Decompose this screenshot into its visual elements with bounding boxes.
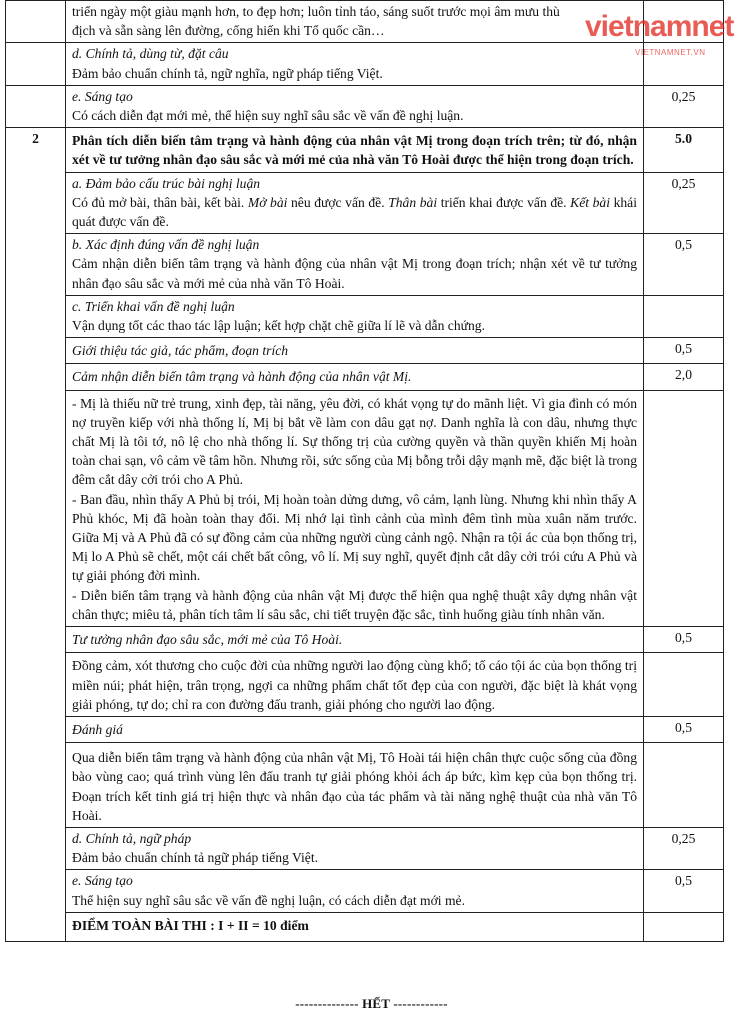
criterion-title: c. Triển khai vấn đề nghị luận [72,298,235,314]
score-cell: 0,5 [644,627,724,653]
question-score: 5.0 [644,128,724,172]
table-row [6,295,724,337]
criterion-text: Thể hiện suy nghĩ sâu sắc về vấn đề nghị luận, có cách diễn đạt mới mẻ. [72,892,465,908]
criterion-title: b. Xác định đúng vấn đề nghị luận [72,237,260,253]
table-row [6,627,724,653]
criterion-text: Đồng cảm, xót thương cho cuộc đời của những người lao động cùng khổ; tố cáo tội ác của bọn thống trị miền núi; phát hiện, trân trọng, ngợi ca những phẩm chất tốt đẹp của con người, đặc biệt là khát vọng giải phóng, tự do; chỉ ra con đường đấu tranh, giải phóng cho người lao động. [66,653,644,717]
criterion-title: e. Sáng tạo [72,873,133,889]
criterion-text: Có cách diễn đạt mới mẻ, thể hiện suy nghĩ sâu sắc về vấn đề nghị luận. [72,108,464,124]
criterion-title: Tư tưởng nhân đạo sâu sắc, mới mẻ của Tô Hoài. [66,627,644,653]
score-cell: 0,25 [644,827,724,869]
criterion-title: d. Chính tả, dùng từ, đặt câu [72,46,229,62]
watermark-url: VIETNAMNET.VN [635,48,706,57]
table-row [6,234,724,296]
answer-key-sheet [5,0,723,942]
score-cell: 0,25 [644,172,724,234]
criterion-text: Vận dụng tốt các thao tác lập luận; kết hợp chặt chẽ giữa lí lẽ và dẫn chứng. [72,318,485,334]
criterion-title: e. Sáng tạo [72,88,133,104]
vietnamnet-watermark [585,10,735,66]
table-row [6,338,724,364]
score-cell: 0,5 [644,338,724,364]
criterion-text: Qua diễn biến tâm trạng và hành động của nhân vật Mị, Tô Hoài tái hiện chân thực cuộc sống của đồng bào vùng cao; quá trình vùng lên đấu tranh tự giải phóng khỏi ách áp bức, kìm kẹp của bọn thống trị. Đoạn trích kết tinh giá trị hiện thực và nhân đạo của tác phẩm và tài năng nghệ thuật của nhà văn Tô Hoài. [66,743,644,828]
table-row [6,827,724,869]
table-row [6,390,724,626]
criterion-text: Đảm bảo chuẩn chính tả ngữ pháp tiếng Việt. [72,850,319,866]
criterion-title: Cảm nhận diễn biến tâm trạng và hành động của nhân vật Mị. [66,364,644,390]
question-number: 2 [6,128,66,942]
table-row [6,870,724,912]
criterion-text: Cảm nhận diễn biến tâm trạng và hành động của nhân vật Mị trong đoạn trích; nhận xét về tư tưởng nhân đạo sâu sắc và mới mẻ của nhà văn Tô Hoài. [72,256,637,291]
table-row [6,653,724,717]
score-cell: 0,5 [644,234,724,296]
score-cell: 0,5 [644,870,724,912]
criterion-title: a. Đảm bảo cấu trúc bài nghị luận [72,175,261,191]
question-prompt: Phân tích diễn biến tâm trạng và hành động của nhân vật Mị trong đoạn trích trên; từ đó, nhận xét về tư tưởng nhân đạo sâu sắc và mới mẻ của nhà văn Tô Hoài được thể hiện trong đoạn trích. [66,128,644,172]
table-row [6,912,724,941]
end-marker: -------------- HẾT ------------ [295,996,448,1011]
score-cell: 2,0 [644,364,724,390]
criterion-title: Giới thiệu tác giả, tác phẩm, đoạn trích [66,338,644,364]
table-row [6,716,724,742]
table-row [6,364,724,390]
table-row [6,128,724,172]
scoring-table [5,0,724,942]
watermark-brand: vietnamnet [585,10,734,43]
score-cell: 0,5 [644,716,724,742]
score-cell: 0,25 [644,85,724,127]
table-row [6,85,724,127]
total-score: ĐIỂM TOÀN BÀI THI : I + II = 10 điểm [66,912,644,941]
continuation-text: triển ngày một giàu mạnh hơn, to đẹp hơn; luôn tỉnh táo, sáng suốt trước mọi âm mưu thù địch và sẵn sàng lên đường, cống hiến khi Tổ quốc cần… [66,1,644,43]
criterion-title: d. Chính tả, ngữ pháp [72,830,192,846]
analysis-text: - Mị là thiếu nữ trẻ trung, xinh đẹp, tài năng, yêu đời, có khát vọng tự do mãnh liệt. Vì gia đình có món nợ truyền kiếp với nhà thống lí, Mị bị bắt về làm con dâu gạt nợ. Danh nghĩa là con dâu, nhưng thực chất Mị là tôi tớ, nô lệ cho nhà thống lí. Sự thống trị của cường quyền và thần quyền khiến Mị hoàn toàn chai sạn, vô cảm về tâm hồn. Nhưng rồi, sức sống của Mị bỗng trỗi dậy mạnh mẽ, đặc biệt là trong đêm cắt dây cởi trói cho A Phủ. - Ban đầu, nhìn thấy A Phủ bị trói, Mị hoàn toàn dửng dưng, vô cảm, lạnh lùng. Nhưng khi nhìn thấy A Phủ khóc, Mị đã hoàn toàn thay đổi. Mị nhớ lại tình cảnh của mình đêm tình mùa xuân năm trước. Giữa Mị và A Phủ đã có sự đồng cảm của những người cùng cảnh ngộ. Nhận ra tội ác của bọn thống trị, Mị lo A Phủ sẽ chết, một cái chết bất công, vô lí. Mị suy nghĩ, quyết định cắt dây cởi trói cứu A Phủ và tự giải phóng đời mình. - Diễn biến tâm trạng và hành động của nhân vật Mị được thể hiện qua nghệ thuật xây dựng nhân vật chân thực; miêu tả, phân tích tâm lí sâu sắc, chi tiết truyện đặc sắc, tình huống giàu tính nhân văn. [66,390,644,626]
criterion-title: Đánh giá [66,716,644,742]
table-row: a. Đảm bảo cấu trúc bài nghị luận Có đủ mở bài, thân bài, kết bài. Mở bài nêu được vấn đề. Thân bài triển khai được vấn đề. Kết bài khái quát được vấn đề. 0,25 [6,172,724,234]
table-row [6,743,724,828]
criterion-text: Đảm bảo chuẩn chính tả, ngữ nghĩa, ngữ pháp tiếng Việt. [72,65,383,81]
